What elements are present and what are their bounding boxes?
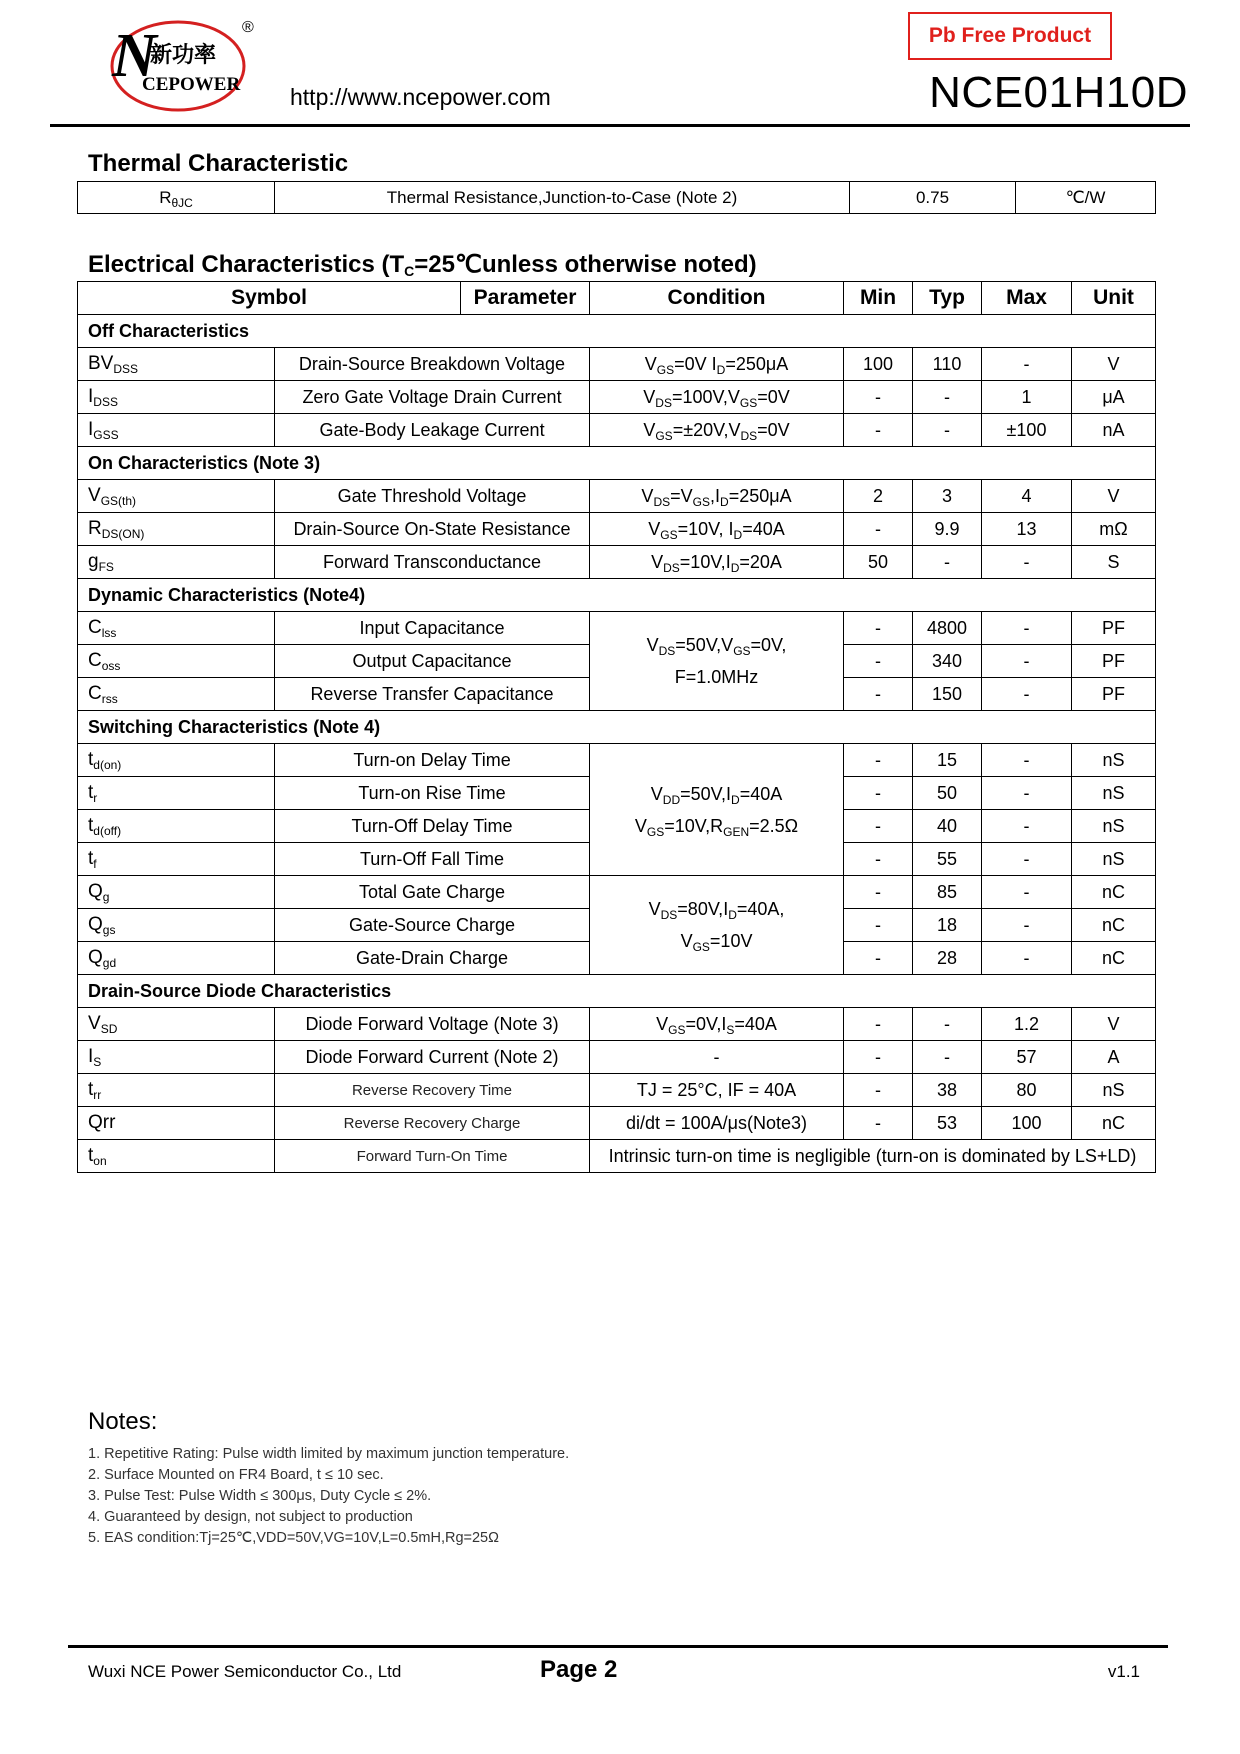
row-typ: 18 <box>913 909 982 942</box>
row-min: 100 <box>844 348 913 381</box>
row-max: - <box>982 843 1072 876</box>
company-logo <box>104 14 262 114</box>
row-max: - <box>982 942 1072 975</box>
row-min: - <box>844 876 913 909</box>
table-row <box>78 876 1156 909</box>
row-unit: nC <box>1072 942 1156 975</box>
row-min: - <box>844 909 913 942</box>
row-symbol: $I_{DSS}$ <box>78 381 275 414</box>
row-unit: nA <box>1072 414 1156 447</box>
row-unit: nS <box>1072 777 1156 810</box>
row-min: - <box>844 1041 913 1074</box>
row-parameter: Input Capacitance <box>275 612 590 645</box>
row-unit: nC <box>1072 1107 1156 1140</box>
row-symbol: Qrr <box>78 1107 275 1140</box>
row-symbol: $C_{oss}$ <box>78 645 275 678</box>
table-row <box>78 480 1156 513</box>
thermal-value: 0.75 <box>850 182 1016 214</box>
row-parameter: Gate-Source Charge <box>275 909 590 942</box>
row-min: 50 <box>844 546 913 579</box>
row-parameter: Turn-Off Fall Time <box>275 843 590 876</box>
row-max: - <box>982 612 1072 645</box>
table-row <box>78 1041 1156 1074</box>
row-parameter: Reverse Recovery Time <box>275 1074 590 1107</box>
row-unit: μA <box>1072 381 1156 414</box>
row-condition: di/dt = 100A/μs(Note3) <box>590 1107 844 1140</box>
group-label: Dynamic Characteristics (Note4) <box>78 579 1156 612</box>
row-unit: V <box>1072 348 1156 381</box>
table-header-row <box>78 282 1156 315</box>
row-min: - <box>844 810 913 843</box>
thermal-table <box>77 181 1156 214</box>
thermal-unit: ℃/W <box>1016 182 1156 214</box>
table-row <box>78 381 1156 414</box>
row-max: - <box>982 678 1072 711</box>
group-row <box>78 315 1156 348</box>
row-symbol: $I_{GSS}$ <box>78 414 275 447</box>
row-typ: 38 <box>913 1074 982 1107</box>
row-min: - <box>844 645 913 678</box>
row-unit: A <box>1072 1041 1156 1074</box>
row-condition: $V_{DS}=100V,V_{GS}=0V$ <box>590 381 844 414</box>
table-row <box>78 1107 1156 1140</box>
row-parameter: Reverse Recovery Charge <box>275 1107 590 1140</box>
row-max: - <box>982 876 1072 909</box>
row-symbol: $Q_{gs}$ <box>78 909 275 942</box>
row-condition: $V_{DD}=50V,I_D=40A$ $V_{GS}=10V,R_{GEN}=2.5\Omega$ <box>590 744 844 876</box>
row-symbol: $t_{d(off)}$ <box>78 810 275 843</box>
part-number: NCE01H10D <box>929 68 1188 117</box>
row-unit: nS <box>1072 744 1156 777</box>
row-typ: 55 <box>913 843 982 876</box>
group-row <box>78 447 1156 480</box>
header-condition: Condition <box>590 282 844 315</box>
row-parameter: Turn-on Delay Time <box>275 744 590 777</box>
row-typ: 85 <box>913 876 982 909</box>
row-symbol: $t_{on}$ <box>78 1140 275 1173</box>
row-condition: - <box>590 1041 844 1074</box>
group-row <box>78 579 1156 612</box>
row-max: - <box>982 348 1072 381</box>
table-row <box>78 348 1156 381</box>
row-unit: V <box>1072 1008 1156 1041</box>
row-condition: $V_{GS}=10V$, $I_D=40A$ <box>590 513 844 546</box>
row-typ: 50 <box>913 777 982 810</box>
row-condition: $V_{GS}=0V,I_S=40A$ <box>590 1008 844 1041</box>
row-min: - <box>844 1107 913 1140</box>
notes-title: Notes: <box>88 1408 158 1435</box>
row-parameter: Drain-Source Breakdown Voltage <box>275 348 590 381</box>
row-condition: $V_{DS}=80V,I_D=40A$, $V_{GS}=10V$ <box>590 876 844 975</box>
footer-version: v1.1 <box>1107 1662 1140 1681</box>
row-unit: PF <box>1072 645 1156 678</box>
row-max: 100 <box>982 1107 1072 1140</box>
note-item: 3. Pulse Test: Pulse Width ≤ 300μs, Duty Cycle ≤ 2%. <box>88 1488 432 1504</box>
header-parameter: Parameter <box>461 282 590 315</box>
row-min: - <box>844 381 913 414</box>
row-typ: 110 <box>913 348 982 381</box>
row-unit: V <box>1072 480 1156 513</box>
row-parameter: Forward Transconductance <box>275 546 590 579</box>
row-unit: nS <box>1072 843 1156 876</box>
table-row <box>78 414 1156 447</box>
pb-free-badge: Pb Free Product <box>908 12 1112 60</box>
row-max: 1 <box>982 381 1072 414</box>
table-row <box>78 1074 1156 1107</box>
row-symbol: $t_{d(on)}$ <box>78 744 275 777</box>
row-symbol: $BV_{DSS}$ <box>78 348 275 381</box>
row-typ: 3 <box>913 480 982 513</box>
row-max: - <box>982 777 1072 810</box>
header-symbol: Symbol <box>78 282 461 315</box>
note-item: 2. Surface Mounted on FR4 Board, t ≤ 10 sec. <box>88 1467 384 1483</box>
thermal-symbol: $R_{\theta JC}$ <box>78 182 275 214</box>
row-condition: Intrinsic turn-on time is negligible (turn-on is dominated by LS+LD) <box>590 1140 1156 1173</box>
row-typ: 40 <box>913 810 982 843</box>
table-row <box>78 1140 1156 1173</box>
row-typ: 4800 <box>913 612 982 645</box>
header-typ: Typ <box>913 282 982 315</box>
row-min: - <box>844 1074 913 1107</box>
row-unit: nC <box>1072 909 1156 942</box>
row-typ: 9.9 <box>913 513 982 546</box>
row-typ: 15 <box>913 744 982 777</box>
table-row <box>78 182 1156 214</box>
row-parameter: Reverse Transfer Capacitance <box>275 678 590 711</box>
row-unit: nS <box>1072 810 1156 843</box>
row-symbol: $R_{DS(ON)}$ <box>78 513 275 546</box>
row-min: - <box>844 942 913 975</box>
row-max: 13 <box>982 513 1072 546</box>
table-row <box>78 1008 1156 1041</box>
table-row <box>78 612 1156 645</box>
row-max: ±100 <box>982 414 1072 447</box>
note-item: 4. Guaranteed by design, not subject to production <box>88 1509 413 1525</box>
header-unit: Unit <box>1072 282 1156 315</box>
row-typ: - <box>913 546 982 579</box>
row-typ: 53 <box>913 1107 982 1140</box>
note-item: 5. EAS condition:Tj=25℃,VDD=50V,VG=10V,L=0.5mH,Rg=25Ω <box>88 1530 499 1546</box>
row-max: 80 <box>982 1074 1072 1107</box>
row-typ: - <box>913 1041 982 1074</box>
row-symbol: $I_S$ <box>78 1041 275 1074</box>
header-rule <box>50 124 1190 127</box>
row-parameter: Diode Forward Voltage (Note 3) <box>275 1008 590 1041</box>
row-typ: - <box>913 381 982 414</box>
logo-chinese: 新功率 <box>150 43 217 68</box>
row-unit: nS <box>1072 1074 1156 1107</box>
row-min: - <box>844 678 913 711</box>
row-unit: nC <box>1072 876 1156 909</box>
row-unit: mΩ <box>1072 513 1156 546</box>
row-min: - <box>844 612 913 645</box>
row-symbol: $C_{rss}$ <box>78 678 275 711</box>
row-min: - <box>844 744 913 777</box>
row-unit: S <box>1072 546 1156 579</box>
thermal-title: Thermal Characteristic <box>88 150 349 177</box>
row-condition: $V_{DS}=V_{GS},I_D=250\mu A$ <box>590 480 844 513</box>
row-max: - <box>982 744 1072 777</box>
row-max: - <box>982 810 1072 843</box>
row-parameter: Forward Turn-On Time <box>275 1140 590 1173</box>
row-parameter: Drain-Source On-State Resistance <box>275 513 590 546</box>
electrical-title: Electrical Characteristics ($T_C=25℃unless$ otherwise noted) <box>88 251 757 279</box>
row-typ: 150 <box>913 678 982 711</box>
notes-list <box>88 1444 569 1549</box>
row-symbol: $t_r$ <box>78 777 275 810</box>
row-min: - <box>844 1008 913 1041</box>
row-unit: PF <box>1072 612 1156 645</box>
row-typ: - <box>913 414 982 447</box>
row-parameter: Diode Forward Current (Note 2) <box>275 1041 590 1074</box>
row-symbol: $C_{lss}$ <box>78 612 275 645</box>
row-symbol: $g_{FS}$ <box>78 546 275 579</box>
row-max: 4 <box>982 480 1072 513</box>
row-symbol: $V_{SD}$ <box>78 1008 275 1041</box>
header-max: Max <box>982 282 1072 315</box>
row-parameter: Output Capacitance <box>275 645 590 678</box>
row-max: - <box>982 546 1072 579</box>
row-parameter: Total Gate Charge <box>275 876 590 909</box>
row-max: 57 <box>982 1041 1072 1074</box>
row-parameter: Turn-on Rise Time <box>275 777 590 810</box>
row-symbol: $Q_g$ <box>78 876 275 909</box>
row-max: 1.2 <box>982 1008 1072 1041</box>
row-min: - <box>844 777 913 810</box>
page-number: Page 2 <box>540 1656 618 1683</box>
row-parameter: Gate-Drain Charge <box>275 942 590 975</box>
row-condition: $V_{GS}=\pm 20V,V_{DS}=0V$ <box>590 414 844 447</box>
group-row <box>78 975 1156 1008</box>
header-min: Min <box>844 282 913 315</box>
row-min: - <box>844 513 913 546</box>
row-typ: - <box>913 1008 982 1041</box>
row-parameter: Turn-Off Delay Time <box>275 810 590 843</box>
row-parameter: Zero Gate Voltage Drain Current <box>275 381 590 414</box>
electrical-table <box>77 281 1156 1173</box>
thermal-parameter: Thermal Resistance,Junction-to-Case (Note 2) <box>275 182 850 214</box>
row-max: - <box>982 909 1072 942</box>
group-label: Off Characteristics <box>78 315 1156 348</box>
row-symbol: $V_{GS(th)}$ <box>78 480 275 513</box>
row-typ: 340 <box>913 645 982 678</box>
note-item: 1. Repetitive Rating: Pulse width limited by maximum junction temperature. <box>88 1446 570 1462</box>
row-max: - <box>982 645 1072 678</box>
website-url[interactable]: http://www.ncepower.com <box>290 84 551 110</box>
row-unit: PF <box>1072 678 1156 711</box>
footer-rule <box>68 1645 1168 1648</box>
row-min: - <box>844 414 913 447</box>
group-label: Switching Characteristics (Note 4) <box>78 711 1156 744</box>
row-symbol: $t_f$ <box>78 843 275 876</box>
row-condition: $V_{DS}=10V,I_D=20A$ <box>590 546 844 579</box>
row-min: - <box>844 843 913 876</box>
row-typ: 28 <box>913 942 982 975</box>
table-row <box>78 546 1156 579</box>
row-parameter: Gate Threshold Voltage <box>275 480 590 513</box>
group-row <box>78 711 1156 744</box>
group-label: Drain-Source Diode Characteristics <box>78 975 1156 1008</box>
row-parameter: Gate-Body Leakage Current <box>275 414 590 447</box>
row-symbol: $Q_{gd}$ <box>78 942 275 975</box>
row-condition: TJ = 25°C, IF = 40A <box>590 1074 844 1107</box>
row-condition: $V_{DS}=50V,V_{GS}=0V$, F=1.0MHz <box>590 612 844 711</box>
table-row <box>78 744 1156 777</box>
row-condition: $V_{GS}=0V$ $I_D=250\mu A$ <box>590 348 844 381</box>
row-symbol: $t_{rr}$ <box>78 1074 275 1107</box>
table-row <box>78 513 1156 546</box>
registered-mark: ® <box>242 19 254 36</box>
row-min: 2 <box>844 480 913 513</box>
logo-english: CEPOWER <box>142 74 241 95</box>
footer-company: Wuxi NCE Power Semiconductor Co., Ltd <box>88 1662 402 1681</box>
group-label: On Characteristics (Note 3) <box>78 447 1156 480</box>
logo-letter: N <box>112 22 157 90</box>
